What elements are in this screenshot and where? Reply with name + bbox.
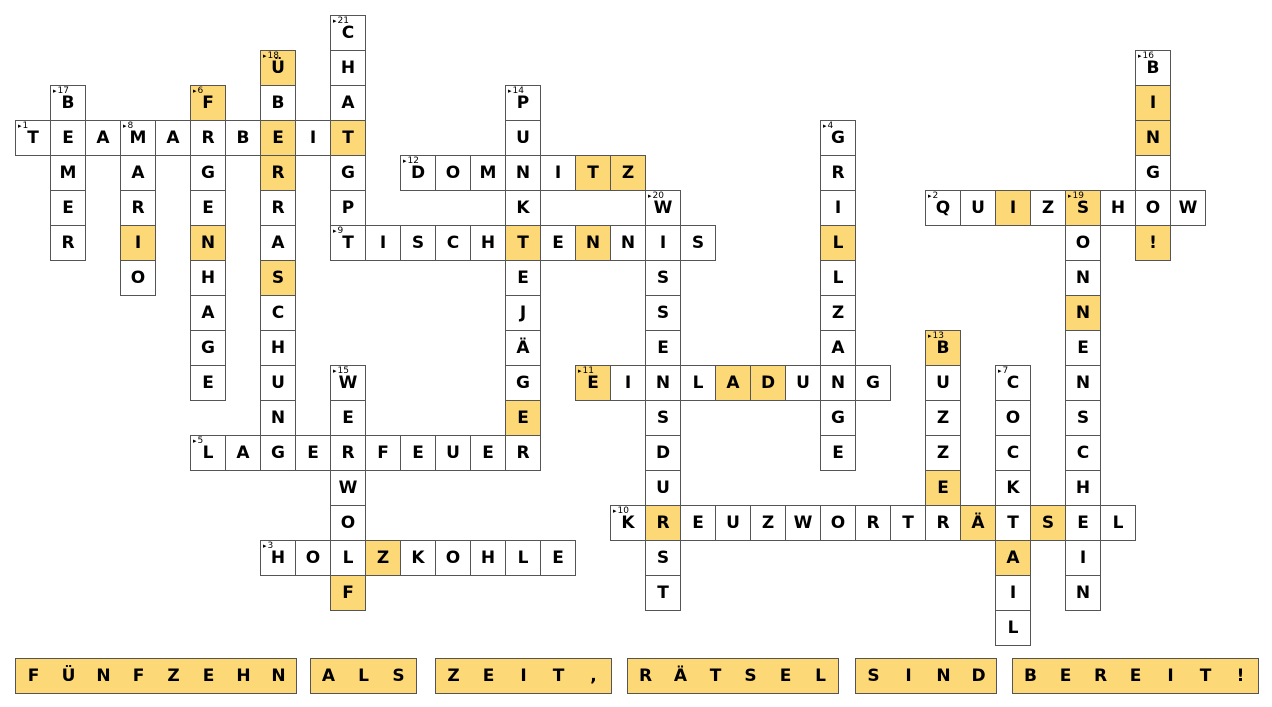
cell-letter: E [517,268,529,288]
cell-letter: E [517,408,529,428]
clue-number: ▸ 10 [613,506,629,516]
cell-letter: G [201,163,215,183]
solution-letter: Ü [61,666,76,686]
cell-letter: S [656,408,670,428]
cell-letter: K [516,198,530,218]
cell-letter: G [516,373,530,393]
solution-letter: Ä [673,666,688,686]
cell-letter: U [446,443,460,463]
clue-number: ▸ 7 [998,366,1008,376]
clue-number: ▸ 2 [928,191,938,201]
cell-letter: Z [376,548,390,568]
cell-letter: M [59,163,77,183]
cell-letter: L [517,548,529,568]
cell-letter: E [342,408,354,428]
clue-number: ▸ 12 [403,156,419,166]
solution-word [627,658,839,694]
cell-letter: S [411,233,425,253]
cell-letter: A [236,443,250,463]
solution-letter: N [96,666,111,686]
cell-letter: H [1110,198,1126,218]
solution-letter: E [1059,666,1072,686]
cell-letter: E [272,128,284,148]
cell-letter: K [1006,478,1020,498]
solution-letter: E [1129,666,1142,686]
cell-letter: O [830,513,846,533]
cell-letter: B [271,93,285,113]
cell-letter: C [446,233,460,253]
solution-letter: E [779,666,792,686]
cell-letter: S [1076,198,1090,218]
cell-letter: M [129,128,147,148]
cell-letter: U [271,373,285,393]
cell-letter: B [236,128,250,148]
cell-letter: P [341,198,355,218]
clue-number: ▸ 11 [578,366,594,376]
cell-letter: ! [1149,233,1157,253]
solution-letter: N [936,666,951,686]
cell-letter: W [338,478,358,498]
solution-word [855,658,997,694]
cell-letter: T [342,233,354,253]
clue-number: ▸ 13 [928,331,944,341]
solution-letter: H [236,666,251,686]
cell-letter: O [1005,408,1021,428]
cell-letter: N [1075,373,1091,393]
clue-number: ▸ 20 [648,191,664,201]
cell-letter: H [200,268,216,288]
cell-letter: I [554,163,562,183]
cell-letter: T [342,128,354,148]
cell-letter: A [1006,548,1020,568]
cell-letter: T [517,233,529,253]
solution-letter: A [321,666,336,686]
cell-letter: C [341,23,355,43]
cell-letter: I [1079,548,1087,568]
cell-letter: T [657,583,669,603]
cell-letter: Z [1041,198,1055,218]
cell-letter: O [340,513,356,533]
cell-letter: Ü [271,58,285,78]
cell-letter: E [62,198,74,218]
cell-letter: Z [621,163,635,183]
cell-letter: H [340,58,356,78]
cell-letter: G [1146,163,1160,183]
cell-letter: D [760,373,776,393]
solution-letter: Z [167,666,180,686]
cell-letter: N [200,233,216,253]
solution-letter: F [132,666,145,686]
cell-letter: R [271,163,285,183]
cell-letter: E [937,478,949,498]
solution-letter: Z [447,666,460,686]
solution-word [310,658,417,694]
cell-letter: B [1146,58,1160,78]
cell-letter: K [621,513,635,533]
cell-letter: Q [935,198,951,218]
solution-word [1012,658,1259,694]
cell-letter: A [166,128,180,148]
cell-letter: R [866,513,880,533]
clue-number: ▸ 16 [1138,51,1154,61]
cell-letter: A [341,93,355,113]
cell-letter: D [410,163,426,183]
cell-letter: G [831,128,845,148]
cell-letter: E [552,548,564,568]
cell-letter: I [309,128,317,148]
cell-letter: O [1145,198,1161,218]
solution-letter: E [482,666,495,686]
solution-letter: L [815,666,826,686]
cell-letter: E [552,233,564,253]
cell-letter: G [201,338,215,358]
cell-letter: T [587,163,599,183]
cell-letter: E [1077,338,1089,358]
cell-letter: G [831,408,845,428]
cell-letter: A [96,128,110,148]
cell-letter: A [726,373,740,393]
cell-letter: B [936,338,950,358]
cell-letter: L [1112,513,1124,533]
cell-letter: U [656,478,670,498]
cell-letter: N [1145,128,1161,148]
cell-letter: O [445,548,461,568]
cell-letter: N [1075,268,1091,288]
cell-letter: O [130,268,146,288]
cell-letter: L [202,443,214,463]
cell-letter: R [516,443,530,463]
clue-number: ▸ 17 [53,86,69,96]
cell-letter: E [482,443,494,463]
solution-letter: S [744,666,757,686]
clue-number: ▸ 18 [263,51,279,61]
solution-letter: F [27,666,40,686]
cell-letter: S [656,268,670,288]
cell-letter: Ä [971,513,985,533]
solution-letter: T [552,666,565,686]
solution-letter: ! [1236,666,1245,686]
cell-letter: E [1077,513,1089,533]
solution-letter: I [905,666,912,686]
clue-number: ▸ 15 [333,366,349,376]
cell-letter: G [866,373,880,393]
solution-letter: I [1167,666,1174,686]
solution-letter: E [202,666,215,686]
clue-number: ▸ 14 [508,86,524,96]
cell-letter: O [1075,233,1091,253]
cell-letter: E [307,443,319,463]
solution-letter: T [1199,666,1212,686]
solution-letter: D [971,666,986,686]
cell-letter: L [832,233,844,253]
solution-letter: B [1024,666,1037,686]
cell-letter: R [271,198,285,218]
solution-letter: L [358,666,369,686]
solution-letter: N [271,666,286,686]
cell-letter: A [271,233,285,253]
cell-letter: Z [936,443,950,463]
cell-letter: Z [761,513,775,533]
clue-number: ▸ 3 [263,541,273,551]
cell-letter: N [1075,303,1091,323]
cell-letter: U [971,198,985,218]
cell-letter: H [480,233,496,253]
cell-letter: R [831,163,845,183]
cell-letter: F [202,93,214,113]
cell-letter: E [832,443,844,463]
cell-letter: T [902,513,914,533]
cell-letter: I [1149,93,1157,113]
solution-letter: T [709,666,722,686]
cell-letter: W [1178,198,1198,218]
cell-letter: C [1076,443,1090,463]
cell-letter: U [796,373,810,393]
cell-letter: K [411,548,425,568]
cell-letter: A [131,163,145,183]
cell-letter: Z [831,303,845,323]
cell-letter: S [1076,408,1090,428]
cell-letter: G [271,443,285,463]
clue-number: ▸ 6 [193,86,203,96]
solution-word [435,658,612,694]
cell-letter: E [692,513,704,533]
cell-letter: N [655,373,671,393]
cell-letter: O [305,548,321,568]
cell-letter: R [656,513,670,533]
cell-letter: N [270,408,286,428]
cell-letter: R [131,198,145,218]
cell-letter: L [1007,618,1019,638]
clue-number: ▸ 4 [823,121,833,131]
cell-letter: H [480,548,496,568]
clue-number: ▸ 21 [333,16,349,26]
cell-letter: C [1006,373,1020,393]
clue-number: ▸ 19 [1068,191,1084,201]
solution-word [15,658,297,694]
cell-letter: O [445,163,461,183]
cell-letter: H [270,548,286,568]
cell-letter: N [515,163,531,183]
solution-letter: S [867,666,880,686]
cell-letter: W [338,373,358,393]
cell-letter: C [271,303,285,323]
cell-letter: I [1009,583,1017,603]
cell-letter: E [412,443,424,463]
cell-letter: R [201,128,215,148]
cell-letter: R [341,443,355,463]
cell-letter: H [1075,478,1091,498]
solution-letter: , [590,666,597,686]
cell-letter: A [201,303,215,323]
cell-letter: D [655,443,671,463]
solution-letter: R [638,666,653,686]
cell-letter: T [27,128,39,148]
cell-letter: E [657,338,669,358]
cell-letter: F [342,583,354,603]
cell-letter: E [202,198,214,218]
cell-letter: F [377,443,389,463]
cell-letter: G [341,163,355,183]
clue-number: ▸ 5 [193,436,203,446]
cell-letter: E [202,373,214,393]
cell-letter: U [516,128,530,148]
cell-letter: I [134,233,142,253]
cell-letter: Z [936,408,950,428]
cell-letter: W [653,198,673,218]
cell-letter: L [832,268,844,288]
cell-letter: I [379,233,387,253]
solution-letter: S [392,666,405,686]
cell-letter: N [585,233,601,253]
cell-letter: E [587,373,599,393]
clue-number: ▸ 8 [123,121,133,131]
cell-letter: Ä [516,338,530,358]
cell-letter: L [342,548,354,568]
cell-letter: J [519,303,527,323]
cell-letter: H [270,338,286,358]
solution-letter: I [520,666,527,686]
cell-letter: B [61,93,75,113]
cell-letter: A [831,338,845,358]
cell-letter: I [659,233,667,253]
cell-letter: R [936,513,950,533]
cell-letter: R [61,233,75,253]
cell-letter: N [830,373,846,393]
cell-letter: I [624,373,632,393]
clue-number: ▸ 1 [18,121,28,131]
cell-letter: E [62,128,74,148]
cell-letter: I [834,198,842,218]
cell-letter: S [691,233,705,253]
cell-letter: S [656,548,670,568]
cell-letter: M [479,163,497,183]
cell-letter: W [793,513,813,533]
cell-letter: S [1041,513,1055,533]
cell-letter: U [726,513,740,533]
cell-letter: N [1075,583,1091,603]
cell-letter: T [1007,513,1019,533]
cell-letter: N [620,233,636,253]
cell-letter: U [936,373,950,393]
cell-letter: S [271,268,285,288]
cell-letter: C [1006,443,1020,463]
clue-number: ▸ 9 [333,226,343,236]
cell-letter: S [656,303,670,323]
cell-letter: L [692,373,704,393]
cell-letter: I [1009,198,1017,218]
cell-letter: P [516,93,530,113]
solution-letter: R [1093,666,1108,686]
